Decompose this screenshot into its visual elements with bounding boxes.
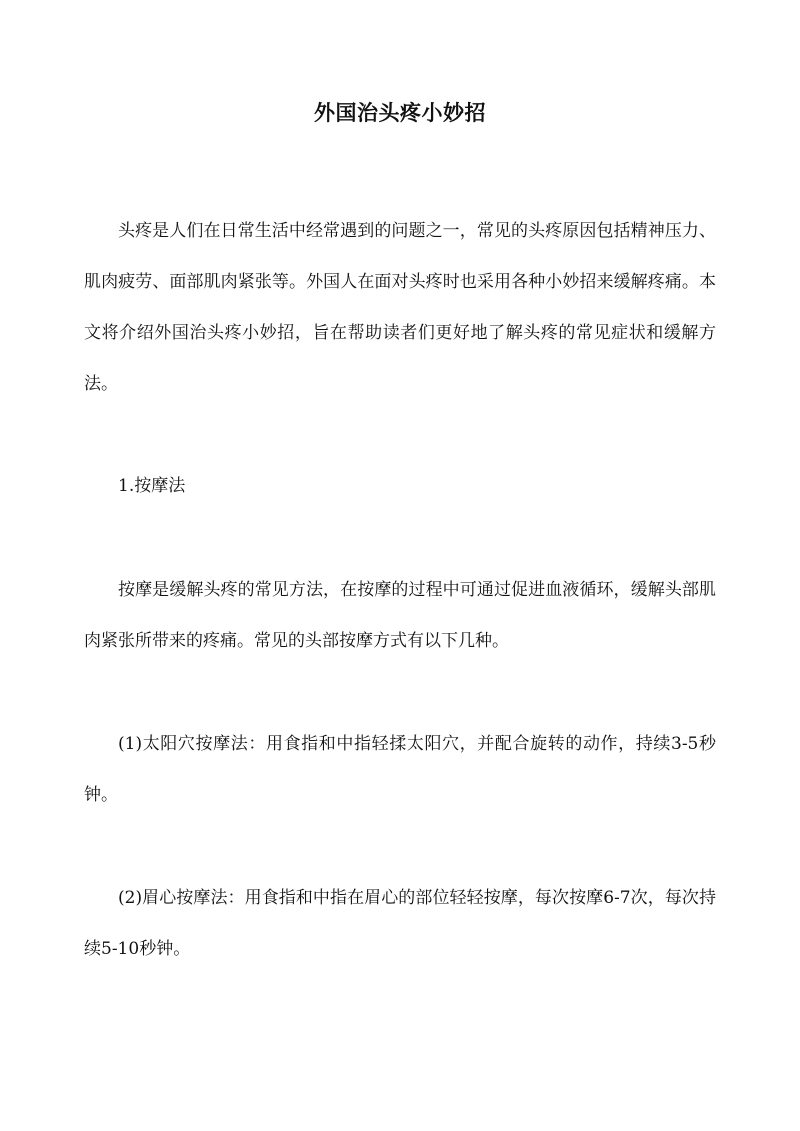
document-title: 外国治头疼小妙招 bbox=[314, 100, 486, 125]
section-heading-massage: 1.按摩法 bbox=[118, 476, 186, 496]
temple-massage-paragraph: (1)太阳穴按摩法：用食指和中指轻揉太阳穴，并配合旋转的动作，持续3-5秒钟。 bbox=[84, 734, 716, 805]
intro-paragraph: 头疼是人们在日常生活中经常遇到的问题之一，常见的头疼原因包括精神压力、肌肉疲劳、面部肌肉紧张等。外国人在面对头疼时也采用各种小妙招来缓解疼痛。本文将介绍外国治头疼小妙招，旨在帮助读者们更好地了解头疼的常见症状和缓解方法。 bbox=[84, 221, 716, 394]
brow-massage-paragraph: (2)眉心按摩法：用食指和中指在眉心的部位轻轻按摩，每次按摩6-7次，每次持续5-10秒钟。 bbox=[84, 888, 716, 959]
massage-intro-paragraph: 按摩是缓解头疼的常见方法，在按摩的过程中可通过促进血液循环，缓解头部肌肉紧张所带来的疼痛。常见的头部按摩方式有以下几种。 bbox=[84, 580, 716, 651]
